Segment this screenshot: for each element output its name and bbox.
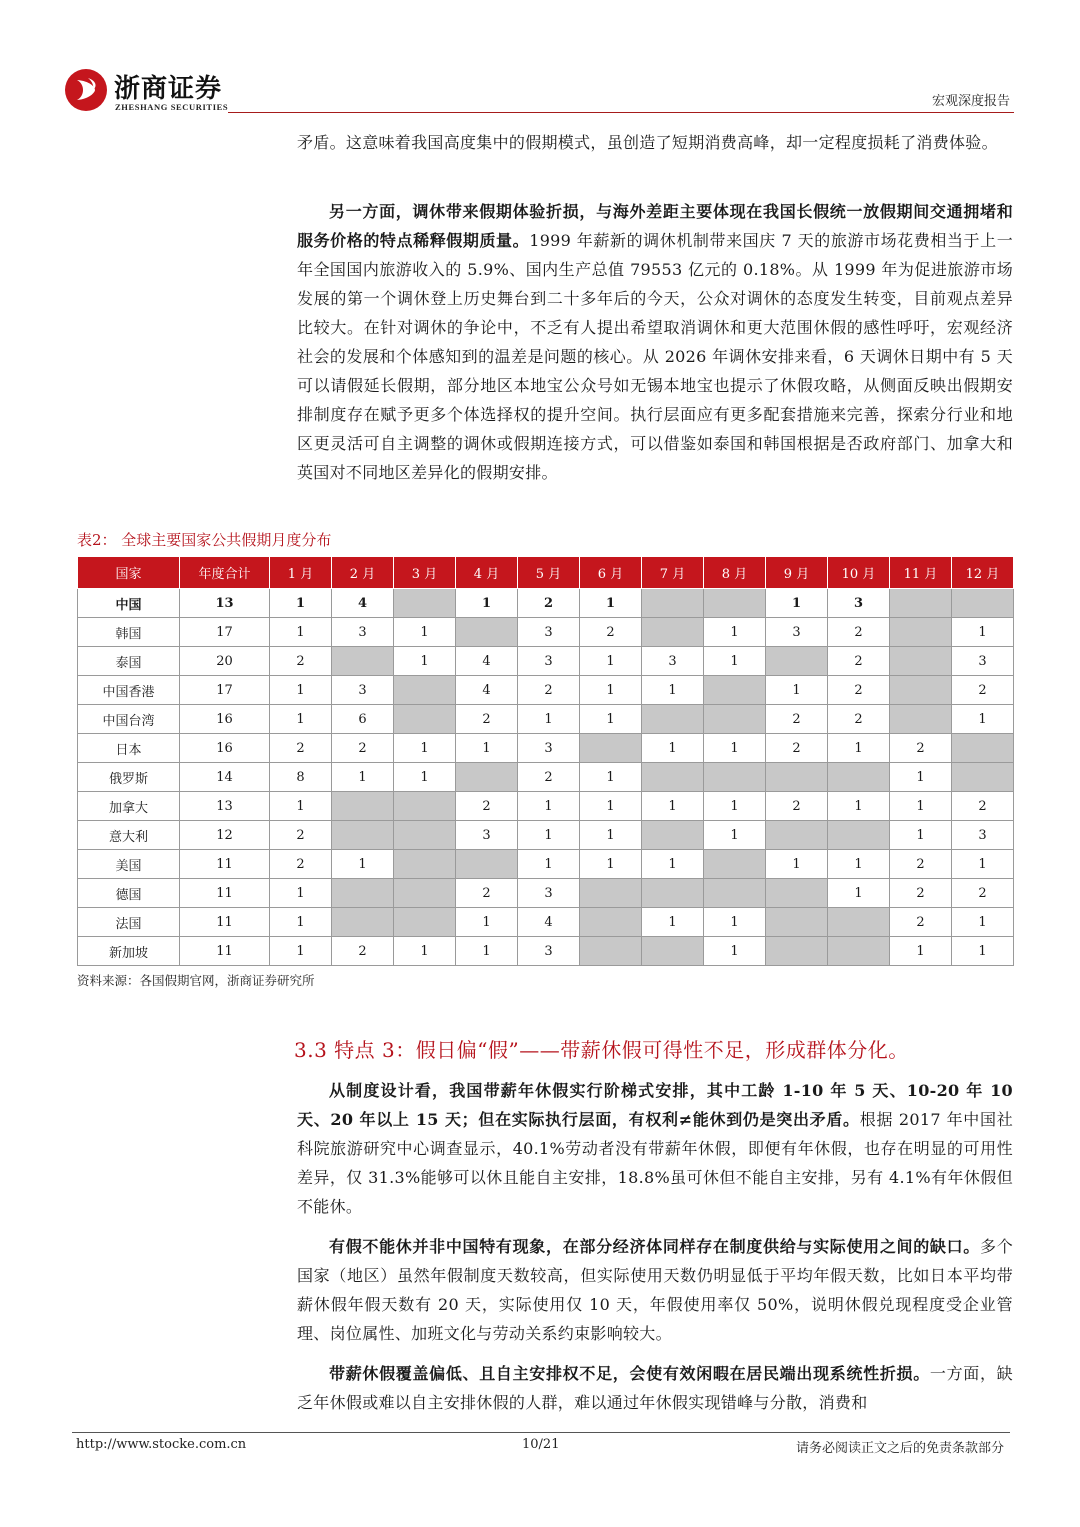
country-cell: 中国 [78, 589, 180, 618]
month-cell: 3 [952, 647, 1014, 676]
annual-total-cell: 17 [180, 618, 270, 647]
paragraph-2 [297, 197, 1013, 487]
brand-logo-icon [64, 68, 108, 112]
month-cell [766, 763, 828, 792]
month-cell: 1 [828, 879, 890, 908]
report-type: 宏观深度报告 [931, 94, 1010, 109]
country-cell: 中国香港 [78, 676, 180, 705]
month-cell: 2 [952, 676, 1014, 705]
month-cell: 1 [704, 821, 766, 850]
paragraph-1-text: 矛盾。这意味着我国高度集中的假期模式，虽创造了短期消费高峰，却一定程度损耗了消费体验。 [297, 133, 998, 152]
table-header-row [78, 557, 1014, 589]
country-cell: 美国 [78, 850, 180, 879]
country-cell: 中国台湾 [78, 705, 180, 734]
month-cell [766, 879, 828, 908]
paragraph-3-text: 根据 2017 年中国社科院旅游研究中心调查显示，40.1%劳动者没有带薪年休假，即便有年休假，也存在明显的可用性差异，仅 31.3%能够可以休且能自主安排，18.8%虽可休但不能自主安排，另有 4.1%有年休假但不能休。 [297, 1110, 1013, 1216]
section-title: 3.3 特点 3：假日偏“假”——带薪休假可得性不足，形成群体分化。 [294, 1038, 909, 1062]
month-cell: 1 [580, 850, 642, 879]
table-row [78, 821, 1014, 850]
month-cell: 1 [766, 589, 828, 618]
month-cell: 4 [518, 908, 580, 937]
brand-name-cn: 浙商证券 [114, 74, 223, 104]
month-cell [394, 908, 456, 937]
footer-disclaimer: 请务必阅读正文之后的免责条款部分 [795, 1441, 1004, 1456]
month-cell: 1 [580, 676, 642, 705]
month-cell [642, 763, 704, 792]
month-cell [394, 821, 456, 850]
table-header-cell: 国家 [78, 557, 180, 589]
paragraph-4-lead: 有假不能休并非中国特有现象，在部分经济体同样存在制度供给与实际使用之间的缺口。 [329, 1237, 980, 1256]
month-cell: 1 [952, 618, 1014, 647]
annual-total-cell: 16 [180, 734, 270, 763]
month-cell: 4 [456, 676, 518, 705]
annual-total-cell: 14 [180, 763, 270, 792]
month-cell: 1 [270, 705, 332, 734]
month-cell: 2 [270, 647, 332, 676]
table-row [78, 734, 1014, 763]
month-cell [642, 705, 704, 734]
month-cell: 1 [766, 676, 828, 705]
month-cell [332, 908, 394, 937]
month-cell: 1 [890, 763, 952, 792]
month-cell [890, 705, 952, 734]
month-cell [332, 879, 394, 908]
country-cell: 韩国 [78, 618, 180, 647]
annual-total-cell: 11 [180, 879, 270, 908]
country-cell: 加拿大 [78, 792, 180, 821]
month-cell: 2 [890, 734, 952, 763]
month-cell: 1 [642, 676, 704, 705]
month-cell: 3 [456, 821, 518, 850]
month-cell [580, 734, 642, 763]
table-row [78, 589, 1014, 618]
month-cell: 1 [704, 734, 766, 763]
month-cell: 1 [828, 850, 890, 879]
annual-total-cell: 11 [180, 937, 270, 966]
month-cell: 2 [270, 850, 332, 879]
month-cell [642, 589, 704, 618]
month-cell: 1 [394, 734, 456, 763]
month-cell: 2 [828, 676, 890, 705]
month-cell [642, 937, 704, 966]
month-cell: 2 [828, 647, 890, 676]
country-cell: 俄罗斯 [78, 763, 180, 792]
page-header [0, 0, 1080, 120]
month-cell [394, 676, 456, 705]
month-cell: 1 [766, 850, 828, 879]
month-cell: 2 [580, 618, 642, 647]
month-cell: 1 [456, 908, 518, 937]
month-cell [704, 879, 766, 908]
paragraph-2-lead: 另一方面，调休带来假期体验折损，与海外差距主要体现在我国长假统一放假期间交通拥堵和服务价格的特点稀释假期质量。 [297, 202, 1013, 250]
table-title: 表2： 全球主要国家公共假期月度分布 [77, 531, 332, 549]
month-cell: 2 [890, 879, 952, 908]
header-divider [228, 112, 1014, 113]
month-cell [580, 908, 642, 937]
month-cell: 3 [642, 647, 704, 676]
table-body [78, 589, 1014, 966]
month-cell: 3 [518, 618, 580, 647]
annual-total-cell: 13 [180, 589, 270, 618]
table-row [78, 763, 1014, 792]
month-cell [332, 821, 394, 850]
month-cell: 1 [642, 734, 704, 763]
month-cell: 2 [456, 879, 518, 908]
month-cell: 1 [890, 937, 952, 966]
month-cell [332, 647, 394, 676]
month-cell: 2 [766, 705, 828, 734]
paragraph-5-lead: 带薪休假覆盖偏低、且自主安排权不足，会使有效闲暇在居民端出现系统性折损。 [329, 1364, 930, 1383]
table-header-cell: 3 月 [394, 557, 456, 589]
month-cell: 1 [394, 763, 456, 792]
month-cell: 1 [270, 879, 332, 908]
month-cell: 1 [952, 850, 1014, 879]
month-cell: 1 [952, 705, 1014, 734]
month-cell: 1 [394, 647, 456, 676]
month-cell: 1 [394, 937, 456, 966]
month-cell: 1 [828, 734, 890, 763]
brand-name-en: ZHESHANG SECURITIES [115, 102, 229, 112]
month-cell: 1 [270, 618, 332, 647]
month-cell: 2 [456, 792, 518, 821]
annual-total-cell: 11 [180, 850, 270, 879]
month-cell: 1 [642, 850, 704, 879]
month-cell: 1 [456, 589, 518, 618]
month-cell: 3 [518, 937, 580, 966]
month-cell: 1 [270, 908, 332, 937]
paragraph-3 [297, 1076, 1013, 1221]
paragraph-4-text: 多个国家（地区）虽然年假制度天数较高，但实际使用天数仍明显低于平均年假天数，比如日本平均带薪休假年假天数有 20 天，实际使用仅 10 天，年假使用率仅 50%，说明休假兑现程度受企业管理、岗位属性、加班文化与劳动关系约束影响较大。 [297, 1237, 1013, 1343]
table-row [78, 705, 1014, 734]
month-cell: 1 [580, 792, 642, 821]
month-cell [580, 879, 642, 908]
month-cell [394, 879, 456, 908]
country-cell: 日本 [78, 734, 180, 763]
month-cell: 2 [518, 763, 580, 792]
country-cell: 德国 [78, 879, 180, 908]
month-cell: 2 [890, 850, 952, 879]
month-cell: 1 [580, 763, 642, 792]
month-cell: 3 [518, 647, 580, 676]
month-cell: 1 [704, 647, 766, 676]
month-cell: 3 [518, 879, 580, 908]
month-cell: 1 [952, 937, 1014, 966]
month-cell [456, 618, 518, 647]
month-cell: 1 [580, 589, 642, 618]
month-cell [828, 908, 890, 937]
table-header-cell: 8 月 [704, 557, 766, 589]
month-cell: 1 [270, 676, 332, 705]
table-source: 资料来源：各国假期官网，浙商证券研究所 [77, 973, 315, 988]
table-header-cell: 1 月 [270, 557, 332, 589]
annual-total-cell: 11 [180, 908, 270, 937]
month-cell [828, 821, 890, 850]
month-cell: 2 [270, 821, 332, 850]
month-cell: 1 [580, 705, 642, 734]
month-cell: 1 [704, 792, 766, 821]
country-cell: 泰国 [78, 647, 180, 676]
month-cell [332, 792, 394, 821]
paragraph-3-lead: 从制度设计看，我国带薪年休假实行阶梯式安排，其中工龄 1-10 年 5 天、10-20 年 10 天、20 年以上 15 天；但在实际执行层面，有权利≠能休到仍是突出矛盾。 [297, 1081, 1013, 1129]
annual-total-cell: 16 [180, 705, 270, 734]
table-header-cell: 5 月 [518, 557, 580, 589]
month-cell [890, 676, 952, 705]
month-cell [890, 618, 952, 647]
month-cell: 2 [518, 676, 580, 705]
table-header-cell: 7 月 [642, 557, 704, 589]
month-cell: 1 [704, 908, 766, 937]
table-row [78, 850, 1014, 879]
table-header-cell: 年度合计 [180, 557, 270, 589]
month-cell: 1 [890, 792, 952, 821]
month-cell: 2 [332, 937, 394, 966]
month-cell: 1 [332, 763, 394, 792]
month-cell: 1 [642, 792, 704, 821]
table-header-cell: 6 月 [580, 557, 642, 589]
table-row [78, 618, 1014, 647]
month-cell [580, 937, 642, 966]
month-cell: 1 [518, 821, 580, 850]
month-cell [642, 618, 704, 647]
month-cell [642, 879, 704, 908]
month-cell: 2 [828, 618, 890, 647]
month-cell: 1 [828, 792, 890, 821]
month-cell: 1 [270, 937, 332, 966]
month-cell: 1 [580, 821, 642, 850]
month-cell: 1 [518, 850, 580, 879]
month-cell [766, 908, 828, 937]
footer-url[interactable]: http://www.stocke.com.cn [76, 1437, 247, 1452]
table-header-cell: 10 月 [828, 557, 890, 589]
month-cell [952, 734, 1014, 763]
annual-total-cell: 12 [180, 821, 270, 850]
table-row [78, 937, 1014, 966]
month-cell [766, 937, 828, 966]
month-cell [704, 850, 766, 879]
month-cell: 3 [952, 821, 1014, 850]
month-cell [704, 763, 766, 792]
month-cell [952, 763, 1014, 792]
month-cell [394, 705, 456, 734]
month-cell [642, 821, 704, 850]
month-cell [456, 763, 518, 792]
brand-logo [64, 66, 264, 118]
month-cell [394, 589, 456, 618]
month-cell [394, 850, 456, 879]
annual-total-cell: 13 [180, 792, 270, 821]
month-cell: 2 [456, 705, 518, 734]
month-cell: 1 [518, 792, 580, 821]
country-cell: 意大利 [78, 821, 180, 850]
month-cell: 1 [270, 792, 332, 821]
month-cell: 1 [394, 618, 456, 647]
table-header-cell: 12 月 [952, 557, 1014, 589]
month-cell [890, 589, 952, 618]
month-cell: 1 [952, 908, 1014, 937]
month-cell: 2 [828, 705, 890, 734]
table-header-cell: 4 月 [456, 557, 518, 589]
month-cell: 4 [456, 647, 518, 676]
table-row [78, 676, 1014, 705]
month-cell [828, 763, 890, 792]
table-row [78, 647, 1014, 676]
holiday-table [77, 556, 1014, 966]
month-cell [766, 821, 828, 850]
month-cell: 2 [270, 734, 332, 763]
month-cell [704, 676, 766, 705]
month-cell [766, 647, 828, 676]
month-cell: 1 [332, 850, 394, 879]
table-header-cell: 9 月 [766, 557, 828, 589]
month-cell: 3 [332, 676, 394, 705]
country-cell: 新加坡 [78, 937, 180, 966]
month-cell: 8 [270, 763, 332, 792]
annual-total-cell: 17 [180, 676, 270, 705]
month-cell: 6 [332, 705, 394, 734]
footer-divider [72, 1432, 1010, 1433]
table-header-cell: 2 月 [332, 557, 394, 589]
annual-total-cell: 20 [180, 647, 270, 676]
month-cell: 1 [270, 589, 332, 618]
month-cell: 1 [456, 734, 518, 763]
paragraph-2-text: 1999 年薪新的调休机制带来国庆 7 天的旅游市场花费相当于上一年全国国内旅游收入的 5.9%、国内生产总值 79553 亿元的 0.18%。从 1999 年为促进旅游市场发展的第一个调休登上历史舞台到二十多年后的今天，公众对调休的态度发生转变，目前观点差异比较大。在针对调休的争论中，不乏有人提出希望取消调休和更大范围休假的感性呼吁，宏观经济社会的发展和个体感知到的温差是问题的核心。从 2026 年调休安排来看，6 天调休日期中有 5 天可以请假延长假期，部分地区本地宝公众号如无锡本地宝也提示了休假攻略，从侧面反映出假期安排制度存在赋予更多个体选择权的提升空间。执行层面应有更多配套措施来完善，探索分行业和地区更灵活可自主调整的调休或假期连接方式，可以借鉴如泰国和韩国根据是否政府部门、加拿大和英国对不同地区差异化的假期安排。 [297, 231, 1014, 482]
country-cell: 法国 [78, 908, 180, 937]
month-cell: 1 [704, 937, 766, 966]
month-cell [828, 937, 890, 966]
table-row [78, 908, 1014, 937]
month-cell: 2 [890, 908, 952, 937]
table-row [78, 879, 1014, 908]
month-cell: 3 [828, 589, 890, 618]
month-cell [952, 589, 1014, 618]
paragraph-5 [297, 1359, 1013, 1417]
month-cell: 2 [952, 879, 1014, 908]
month-cell: 3 [332, 618, 394, 647]
paragraph-1 [297, 128, 1013, 157]
month-cell: 1 [456, 937, 518, 966]
paragraph-5-text: 一方面，缺乏年休假或难以自主安排休假的人群，难以通过年休假实现错峰与分散，消费和 [297, 1364, 1013, 1412]
month-cell: 2 [766, 734, 828, 763]
month-cell: 1 [704, 618, 766, 647]
month-cell [890, 647, 952, 676]
month-cell: 3 [766, 618, 828, 647]
month-cell: 4 [332, 589, 394, 618]
table-header-cell: 11 月 [890, 557, 952, 589]
month-cell: 1 [642, 908, 704, 937]
paragraph-4 [297, 1232, 1013, 1348]
month-cell: 2 [518, 589, 580, 618]
month-cell: 1 [518, 705, 580, 734]
month-cell: 3 [518, 734, 580, 763]
month-cell: 1 [890, 821, 952, 850]
table-row [78, 792, 1014, 821]
month-cell [456, 850, 518, 879]
month-cell: 2 [766, 792, 828, 821]
month-cell [394, 792, 456, 821]
month-cell: 2 [952, 792, 1014, 821]
month-cell: 2 [332, 734, 394, 763]
month-cell [704, 589, 766, 618]
month-cell [704, 705, 766, 734]
month-cell: 1 [580, 647, 642, 676]
page-number: 10/21 [522, 1437, 560, 1452]
